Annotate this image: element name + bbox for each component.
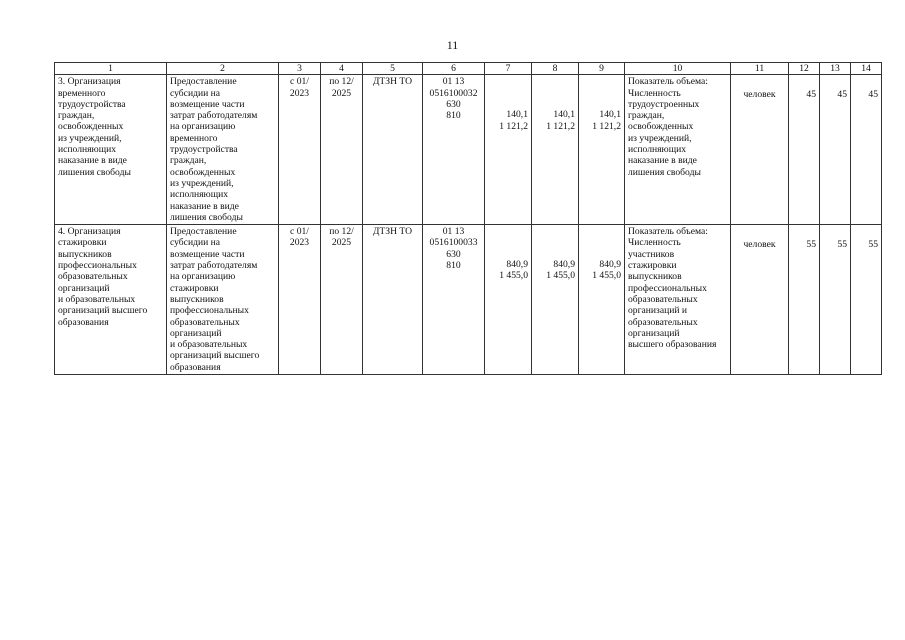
page-number: 11: [446, 38, 459, 52]
activity-description: Предоставление субсидии на возмещение части затрат работодателям на организацию стажировки выпускников профессиональных образовательных организаций и образовательных организаций высшего образования: [167, 225, 279, 375]
column-header: 5: [363, 63, 423, 75]
column-header: 13: [820, 63, 851, 75]
end-date: по 12/ 2025: [321, 75, 363, 225]
indicator-value-col-12: 45: [789, 75, 820, 225]
column-header: 2: [167, 63, 279, 75]
indicator-description: Показатель объема: Численность трудоустроенных граждан, освобожденных из учреждений, исполняющих наказание в виде лишения свободы: [625, 75, 731, 225]
column-header: 11: [731, 63, 789, 75]
indicator-value-col-13: 45: [820, 75, 851, 225]
column-header: 1: [55, 63, 167, 75]
start-date: с 01/ 2023: [279, 75, 321, 225]
activity-name: 3. Организация временного трудоустройства граждан, освобожденных из учреждений, исполняющих наказание в виде лишения свободы: [55, 75, 167, 225]
column-header: 9: [579, 63, 625, 75]
table-row: [55, 75, 882, 225]
activity-name: 4. Организация стажировки выпускников профессиональных образовательных организаций и образовательных организаций высшего образования: [55, 225, 167, 375]
indicator-unit: человек: [731, 225, 789, 375]
table-row: [55, 225, 882, 375]
amount-col-7: 140,1 1 121,2: [485, 75, 532, 225]
amount-col-8: 140,1 1 121,2: [532, 75, 579, 225]
indicator-value-col-13: 55: [820, 225, 851, 375]
column-header: 14: [851, 63, 882, 75]
program-activities-table: [54, 62, 882, 375]
executor: ДТЗН ТО: [363, 225, 423, 375]
amount-col-7: 840,9 1 455,0: [485, 225, 532, 375]
column-header: 8: [532, 63, 579, 75]
start-date: с 01/ 2023: [279, 225, 321, 375]
column-header: 4: [321, 63, 363, 75]
column-header: 7: [485, 63, 532, 75]
indicator-value-col-14: 45: [851, 75, 882, 225]
indicator-unit: человек: [731, 75, 789, 225]
indicator-description: Показатель объема: Численность участников стажировки выпускников профессиональных образовательных организаций и образовательных организаций высшего образования: [625, 225, 731, 375]
amount-col-9: 140,1 1 121,2: [579, 75, 625, 225]
amount-col-8: 840,9 1 455,0: [532, 225, 579, 375]
column-header: 3: [279, 63, 321, 75]
indicator-value-col-12: 55: [789, 225, 820, 375]
column-header: 10: [625, 63, 731, 75]
end-date: по 12/ 2025: [321, 225, 363, 375]
executor: ДТЗН ТО: [363, 75, 423, 225]
activity-description: Предоставление субсидии на возмещение части затрат работодателям на организацию временного трудоустройства граждан, освобожденных из учреждений, исполняющих наказание в виде лишения свободы: [167, 75, 279, 225]
budget-code: 01 13 0516100033 630 810: [423, 225, 485, 375]
amount-col-9: 840,9 1 455,0: [579, 225, 625, 375]
indicator-value-col-14: 55: [851, 225, 882, 375]
column-header: 6: [423, 63, 485, 75]
table-header-row: [55, 63, 882, 75]
budget-code: 01 13 0516100032 630 810: [423, 75, 485, 225]
column-header: 12: [789, 63, 820, 75]
